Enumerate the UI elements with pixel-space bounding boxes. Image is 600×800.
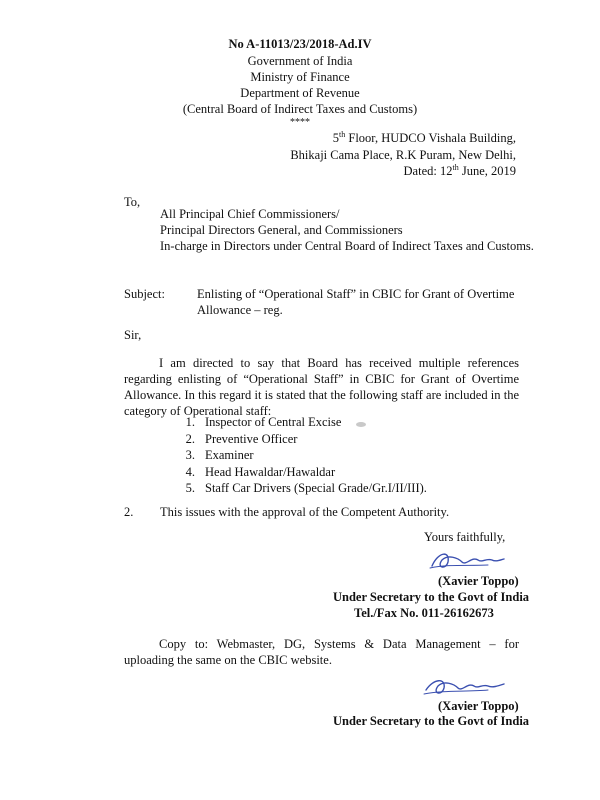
date-line: Dated: 12th June, 2019 xyxy=(403,162,516,178)
list-item: 1. Inspector of Central Excise xyxy=(185,415,342,429)
to-label: To, xyxy=(124,195,141,209)
address-line-2: Bhikaji Cama Place, R.K Puram, New Delhi, xyxy=(290,148,516,162)
list-item: 3. Examiner xyxy=(185,448,254,462)
subject-line-2: Allowance – reg. xyxy=(197,303,283,317)
header-stars: **** xyxy=(290,117,310,128)
copy-signatory-name: (Xavier Toppo) xyxy=(438,699,519,713)
paragraph-2-text: This issues with the approval of the Competent Authority. xyxy=(160,505,450,519)
header-board: (Central Board of Indirect Taxes and Customs) xyxy=(182,102,418,116)
scan-smudge-mark xyxy=(356,422,366,427)
copy-signatory-designation: Under Secretary to the Govt of India xyxy=(333,714,530,728)
paragraph-2-number: 2. xyxy=(124,505,134,519)
yours-faithfully: Yours faithfully, xyxy=(424,530,506,544)
signatory-telephone: Tel./Fax No. 011-26162673 xyxy=(354,606,494,620)
addressee-line-3: In-charge in Directors under Central Board of Indirect Taxes and Customs. xyxy=(160,239,534,253)
addressee-line-2: Principal Directors General, and Commissioners xyxy=(160,223,403,237)
header-department: Department of Revenue xyxy=(240,86,360,100)
copy-to-paragraph: Copy to: Webmaster, DG, Systems & Data Management – for uploading the same on the CBIC website. xyxy=(124,637,519,667)
body-paragraph-1: I am directed to say that Board has received multiple references regarding enlisting of “Operational Staff” in CBIC for Grant of Overtime Allowance. In this regard it is stated that the following staff are included in the category of Operational staff: xyxy=(124,356,519,418)
subject-line-1: Enlisting of “Operational Staff” in CBIC for Grant of Overtime xyxy=(197,287,515,301)
list-item: 2. Preventive Officer xyxy=(185,431,298,446)
addressee-line-1: All Principal Chief Commissioners/ xyxy=(160,207,340,221)
list-item: 5. Staff Car Drivers (Special Grade/Gr.I/II/III). xyxy=(185,481,427,495)
staff-list xyxy=(177,413,427,496)
signatory-designation: Under Secretary to the Govt of India xyxy=(333,590,530,604)
reference-number: No A-11013/23/2018-Ad.IV xyxy=(228,37,372,51)
salutation: Sir, xyxy=(124,328,142,342)
signatory-name: (Xavier Toppo) xyxy=(438,574,519,588)
signature-1-icon xyxy=(428,548,508,574)
subject-label: Subject: xyxy=(124,287,165,301)
list-item: 4. Head Hawaldar/Hawaldar xyxy=(185,464,336,479)
header-ministry: Ministry of Finance xyxy=(250,70,350,84)
header-government: Government of India xyxy=(247,54,353,68)
address-line-1: 5th Floor, HUDCO Vishala Building, xyxy=(332,129,516,145)
